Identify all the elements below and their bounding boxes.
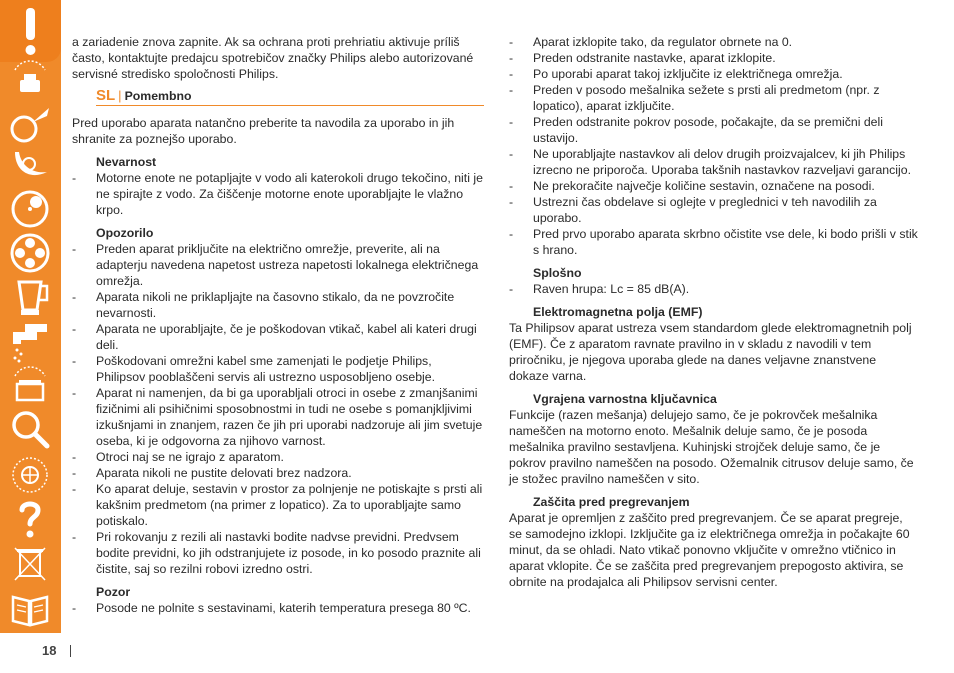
overheat-paragraph: Aparat je opremljen z zaščito pred pregrevanjem. Če se aparat pregreje, se samodejno izklopi. Izključite ga iz električnega omrežja in počakajte 60 minut, da se ohladi. Nato vtikač ponovno vključite v omrežno vtičnico in aparat vklopite. Če se zaščita pred pregrevanjem prepogosto aktivira, se obrnite na prodajalca ali Philipsov servisni center.	[509, 511, 910, 589]
sidebar	[0, 0, 61, 633]
emf-paragraph: Ta Philipsov aparat ustreza vsem standardom glede elektromagnetnih polj (EMF). Če z aparatom ravnate pravilno in v skladu z navodili v tem priročniku, je njegova uporaba glede na danes veljavne znanstvene dokaze varna.	[509, 321, 912, 383]
list-item: - Aparat ni namenjen, da bi ga uporabljali otroci in osebe z zmanjšanimi fizičnimi ali psihičnimi sposobnostmi in tudi ne osebe s pomanjkljivimi izkušnjami in znanjem, razen če jih pri uporabi nadzoruje ali jim svetuje oseba, ki je odgovorna za njihovo varnost.	[72, 385, 484, 449]
list-item: - Motorne enote ne potapljajte v vodo ali katerokoli drugo tekočino, niti je ne spirajte z vodo. Za čiščenje motorne enote uporabljajte le vlažno krpo.	[72, 170, 484, 218]
list-nevarnost	[72, 170, 484, 218]
list-item: - Posode ne polnite s sestavinami, katerih temperatura presega 80 ºC.	[72, 600, 484, 616]
header-separator: |	[118, 88, 122, 103]
exclamation-icon[interactable]	[0, 0, 61, 62]
list-item: - Po uporabi aparat takoj izključite iz električnega omrežja.	[509, 66, 919, 82]
list-item: - Preden odstranite nastavke, aparat izklopite.	[509, 50, 919, 66]
language-code: SL	[96, 87, 116, 104]
section-header	[96, 88, 484, 106]
list-opozorilo	[72, 241, 484, 577]
click-and-go-icon[interactable]	[7, 56, 53, 102]
tap-water-icon[interactable]	[7, 318, 53, 364]
list-item: - Ne uporabljajte nastavkov ali delov drugih proizvajalcev, ki jih Philips izrecno ne priporoča. Uporaba takšnih nastavkov razveljavi garancijo.	[509, 146, 919, 178]
list-item: - Otroci naj se ne igrajo z aparatom.	[72, 449, 484, 465]
world-wide-guarantee-icon[interactable]	[7, 452, 53, 498]
grater-disc-icon[interactable]	[7, 186, 53, 232]
banana-icon[interactable]	[7, 142, 53, 188]
list-item: - Ne prekoračite največje količine sestavin, označene na posodi.	[509, 178, 919, 194]
right-column	[509, 34, 919, 590]
safety-lock-paragraph: Funkcije (razen mešanja) delujejo samo, če je pokrovček mešalnika nameščen na motorno enoto. Mešalnik deluje samo, če je posoda mešalnika pravilno sestavljena. Kuhinjski strojček deluje samo, če je pokrov pravilno nameščen na posodo. Ožemalnik citrusov deluje samo, če je stožec pravilno nameščen v sito.	[509, 408, 914, 486]
heading-overheat: Zaščita pred pregrevanjem	[533, 495, 690, 509]
intro-paragraph: a zariadenie znova zapnite. Ak sa ochrana proti prehriatiu aktivuje príliš často, kontaktujte predajcu spotrebičov značky Philips alebo autorizované servisné stredisko spoločnosti Philips.	[72, 35, 474, 81]
cutting-disc-icon[interactable]	[7, 230, 53, 276]
section-title: Pomembno	[124, 89, 192, 103]
heading-safety-lock: Vgrajena varnostna ključavnica	[533, 392, 717, 406]
list-item: - Pri rokovanju z rezili ali nastavki bodite nadvse previdni. Predvsem bodite previdni, ko jih odstranjujete iz posode, in ko posodo praznite ali čistite, saj so rezilni robovi izredno ostri.	[72, 529, 484, 577]
heading-splosno: Splošno	[533, 266, 582, 280]
list-item: - Preden aparat priključite na električno omrežje, preverite, ali na adapterju navedena napetost ustreza napetosti lokalnega električnega omrežja.	[72, 241, 484, 289]
heading-pozor: Pozor	[96, 585, 131, 599]
list-item: - Ustrezni čas obdelave si oglejte v preglednici v teh navodilih za uporabo.	[509, 194, 919, 226]
heading-opozorilo: Opozorilo	[96, 226, 154, 240]
page-number: 18	[42, 643, 57, 658]
list-splosno	[509, 281, 919, 297]
list-pozor-continued	[509, 34, 919, 258]
list-item: - Preden v posodo mešalnika sežete s prsti ali predmetom (npr. z lopatico), aparat izključite.	[509, 82, 919, 114]
list-pozor	[72, 600, 484, 616]
list-item: - Raven hrupa: Lc = 85 dB(A).	[509, 281, 919, 297]
list-item: - Pred prvo uporabo aparata skrbno očistite vse dele, ki bodo prišli v stik s hrano.	[509, 226, 919, 258]
important-paragraph: Pred uporabo aparata natančno preberite ta navodila za uporabo in jih shranite za poznejšo uporabo.	[72, 116, 455, 146]
list-item: - Preden odstranite pokrov posode, počakajte, da se premični deli ustavijo.	[509, 114, 919, 146]
list-item: - Aparata ne uporabljajte, če je poškodovan vtikač, kabel ali kateri drugi deli.	[72, 321, 484, 353]
question-mark-icon[interactable]	[7, 496, 53, 542]
list-item: - Aparata nikoli ne priklapljajte na časovno stikalo, da ne povzročite nevarnosti.	[72, 289, 484, 321]
list-item: - Aparat izklopite tako, da regulator obrnete na 0.	[509, 34, 919, 50]
recipe-book-icon[interactable]	[7, 585, 53, 631]
heading-emf: Elektromagnetna polja (EMF)	[533, 305, 703, 319]
blender-jar-icon[interactable]	[7, 274, 53, 320]
list-item: - Aparata nikoli ne pustite delovati brez nadzora.	[72, 465, 484, 481]
list-item: - Poškodovani omrežni kabel sme zamenjati le podjetje Philips, Philipsov pooblaščeni servis ali ustrezno usposobljeno osebje.	[72, 353, 484, 385]
page-number-divider	[70, 645, 71, 657]
magnifier-icon[interactable]	[7, 406, 53, 452]
storage-box-icon[interactable]	[7, 362, 53, 408]
crossed-bin-icon[interactable]	[7, 540, 53, 586]
list-item: - Ko aparat deluje, sestavin v prostor za polnjenje ne potiskajte s prsti ali kakšnim predmetom (na primer z lopatico). Za to uporabljajte samo potiskalo.	[72, 481, 484, 529]
heading-nevarnost: Nevarnost	[96, 155, 157, 169]
left-column	[72, 34, 484, 616]
